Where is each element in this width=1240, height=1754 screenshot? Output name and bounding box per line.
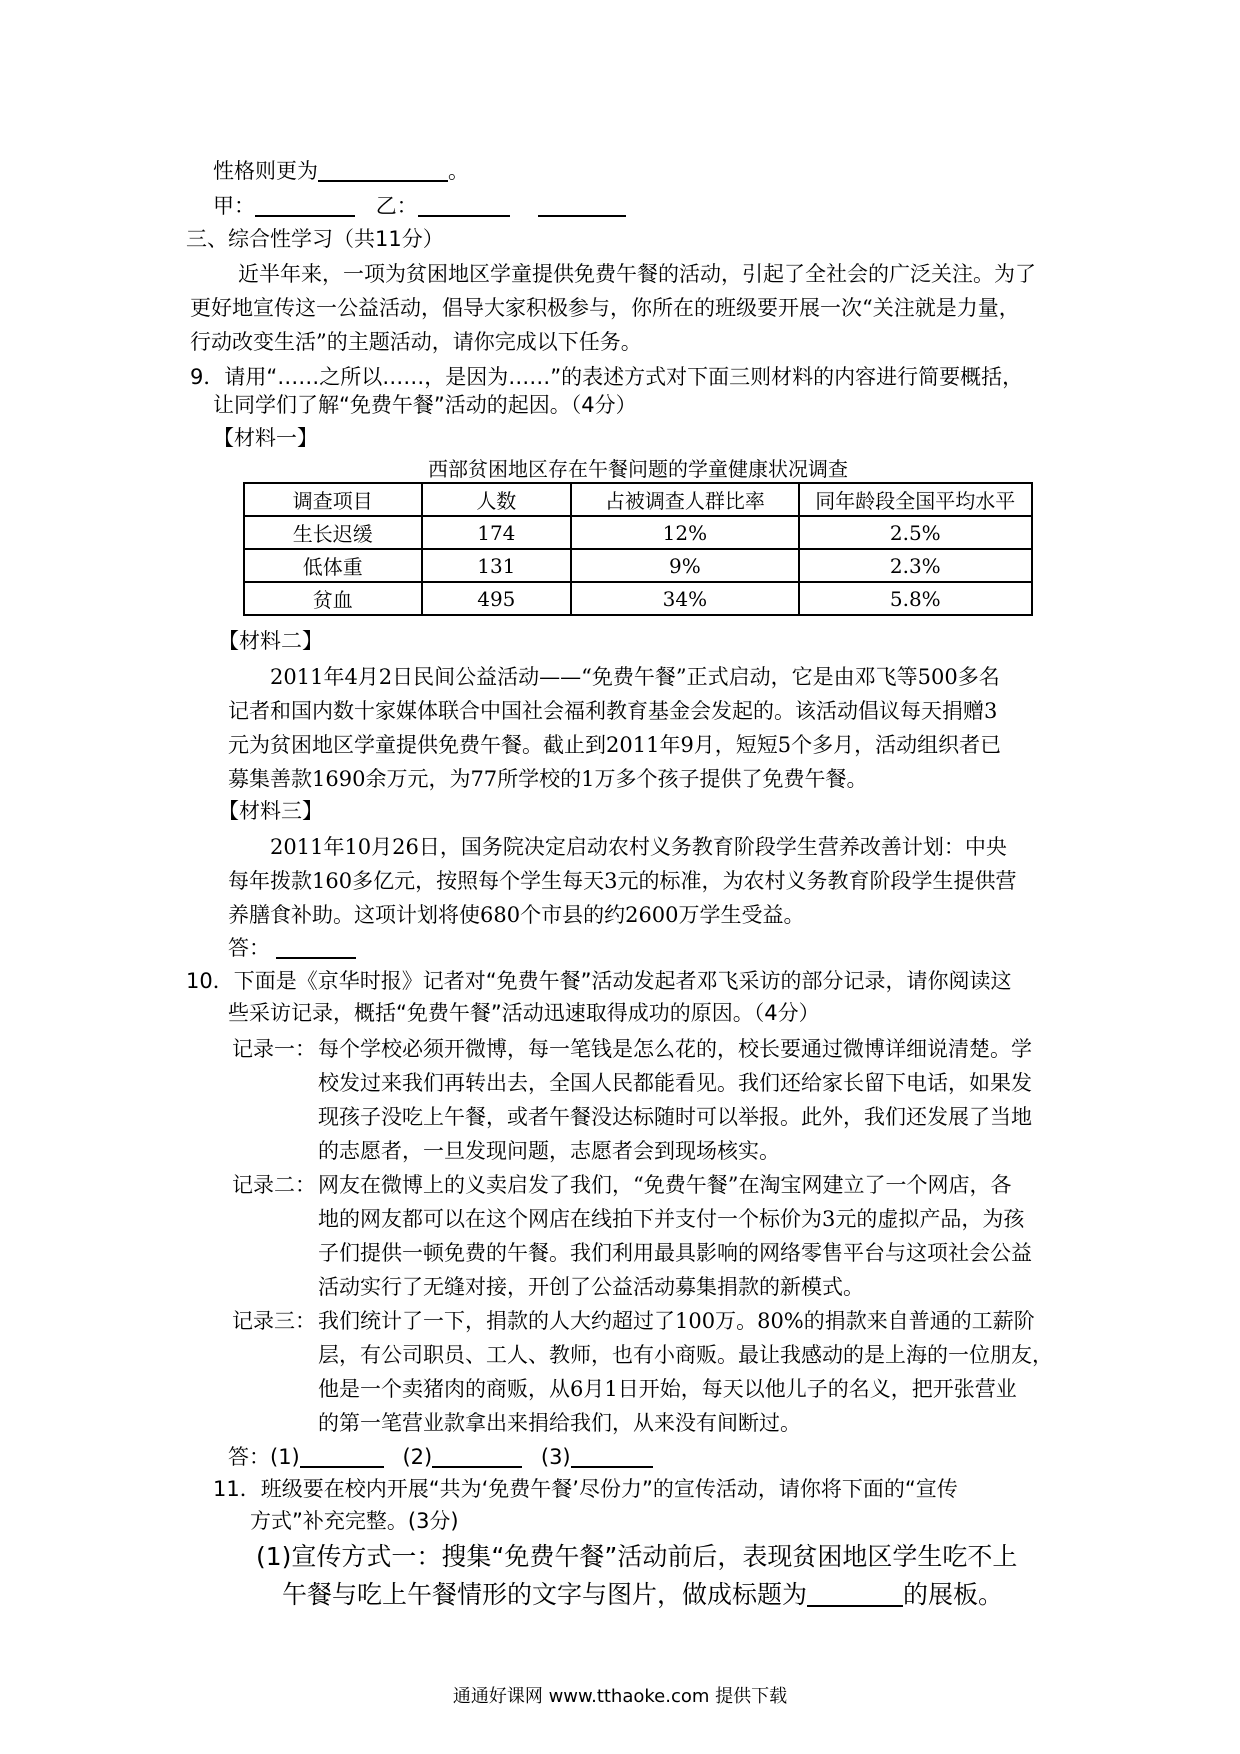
table-cell: 贫血 bbox=[244, 582, 422, 615]
answer-number-3: (3) bbox=[540, 1445, 571, 1469]
q10-line-2: 些采访记录，概括“免费午餐”活动迅速取得成功的原因。（4分） bbox=[228, 1001, 820, 1025]
record-1-label: 记录一： bbox=[232, 1037, 316, 1061]
record-1-line-1: 每个学校必须开微博，每一笔钱是怎么花的，校长要通过微博详细说清楚。学 bbox=[318, 1037, 1032, 1061]
answer-blank[interactable] bbox=[418, 195, 510, 217]
q10-answer-line bbox=[228, 1444, 653, 1470]
footer-text: 通通好课网 www.tthaoke.com 提供下载 bbox=[452, 1686, 788, 1707]
table-row bbox=[244, 516, 1032, 549]
top-line-1 bbox=[213, 158, 469, 184]
intro-line-2: 更好地宣传这一公益活动，倡导大家积极参与，你所在的班级要开展一次“关注就是力量， bbox=[190, 296, 1020, 320]
top-line-1-text: 性格则更为 bbox=[213, 159, 318, 183]
material2-line-3: 元为贫困地区学童提供免费午餐。截止到2011年9月，短短5个多月，活动组织者已 bbox=[228, 733, 1002, 757]
answer-blank[interactable] bbox=[318, 160, 448, 182]
table-header: 同年龄段全国平均水平 bbox=[799, 483, 1032, 516]
record-1-line-3: 现孩子没吃上午餐，或者午餐没达标随时可以举报。此外，我们还发展了当地 bbox=[318, 1105, 1032, 1129]
q11-sub1-line-1: (1)宣传方式一：搜集“免费午餐”活动前后，表现贫困地区学生吃不上 bbox=[256, 1542, 1018, 1571]
q9-line-1: 9．请用“……之所以……，是因为……”的表述方式对下面三则材料的内容进行简要概括， bbox=[190, 365, 1024, 389]
record-1-line-4: 的志愿者，一旦发现问题，志愿者会到现场核实。 bbox=[318, 1139, 780, 1163]
survey-table bbox=[243, 482, 1033, 616]
table-cell: 生长迟缓 bbox=[244, 516, 422, 549]
answer-blank[interactable] bbox=[807, 1581, 903, 1607]
q11-line-1: 11．班级要在校内开展“共为‘免费午餐’尽份力”的宣传活动，请你将下面的“宣传 bbox=[213, 1477, 958, 1501]
record-1-line-2: 校发过来我们再转出去，全国人民都能看见。我们还给家长留下电话，如果发 bbox=[318, 1071, 1032, 1095]
material3-line-2: 每年拨款160多亿元，按照每个学生每天3元的标准，为农村义务教育阶段学生提供营 bbox=[228, 869, 1017, 893]
answer-blank[interactable] bbox=[276, 937, 356, 959]
answer-blank[interactable] bbox=[432, 1446, 522, 1468]
material3-line-3: 养膳食补助。这项计划将使680个市县的约2600万学生受益。 bbox=[228, 903, 805, 927]
table-caption: 西部贫困地区存在午餐问题的学童健康状况调查 bbox=[428, 457, 848, 481]
answer-blank[interactable] bbox=[300, 1446, 384, 1468]
table-cell: 5.8% bbox=[799, 582, 1032, 615]
q11-line-2: 方式”补充完整。(3分) bbox=[250, 1509, 459, 1533]
record-3-line-1: 我们统计了一下，捐款的人大约超过了100万。80%的捐款来自普通的工薪阶 bbox=[318, 1309, 1035, 1333]
record-3-line-3: 他是一个卖猪肉的商贩，从6月1日开始，每天以他儿子的名义，把开张营业 bbox=[318, 1377, 1017, 1401]
table-cell: 2.5% bbox=[799, 516, 1032, 549]
record-2-line-2: 地的网友都可以在这个网店在线拍下并支付一个标价为3元的虚拟产品，为孩 bbox=[318, 1207, 1025, 1231]
answer-blank[interactable] bbox=[255, 195, 355, 217]
table-cell: 低体重 bbox=[244, 549, 422, 582]
material1-label: 【材料一】 bbox=[213, 426, 318, 450]
material2-label: 【材料二】 bbox=[218, 629, 323, 653]
top-line-2 bbox=[213, 193, 626, 219]
record-2-line-1: 网友在微博上的义卖启发了我们，“免费午餐”在淘宝网建立了一个网店，各 bbox=[318, 1173, 1012, 1197]
record-3-label: 记录三： bbox=[232, 1309, 316, 1333]
material2-line-2: 记者和国内数十家媒体联合中国社会福利教育基金会发起的。该活动倡议每天捐赠3 bbox=[228, 699, 998, 723]
table-cell: 9% bbox=[571, 549, 798, 582]
table-header: 人数 bbox=[422, 483, 572, 516]
record-2-line-3: 子们提供一顿免费的午餐。我们利用最具影响的网络零售平台与这项社会公益 bbox=[318, 1241, 1032, 1265]
material2-line-4: 募集善款1690余万元，为77所学校的1万多个孩子提供了免费午餐。 bbox=[228, 767, 868, 791]
record-3-line-2: 层，有公司职员、工人、教师，也有小商贩。最让我感动的是上海的一位朋友， bbox=[318, 1343, 1053, 1367]
answer-blank[interactable] bbox=[538, 195, 626, 217]
q11-sub1-line-2 bbox=[282, 1580, 1003, 1610]
label-jia: 甲： bbox=[213, 194, 255, 218]
material3-line-1: 2011年10月26日，国务院决定启动农村义务教育阶段学生营养改善计划：中央 bbox=[270, 835, 1007, 859]
table-row bbox=[244, 582, 1032, 615]
q10-line-1: 10．下面是《京华时报》记者对“免费午餐”活动发起者邓飞采访的部分记录，请你阅读这 bbox=[186, 969, 1012, 993]
table-cell: 174 bbox=[422, 516, 572, 549]
material2-line-1: 2011年4月2日民间公益活动——“免费午餐”正式启动，它是由邓飞等500多名 bbox=[270, 665, 1000, 689]
table-cell: 12% bbox=[571, 516, 798, 549]
answer-number-2: (2) bbox=[402, 1445, 433, 1469]
q9-answer-line bbox=[228, 935, 356, 961]
answer-blank[interactable] bbox=[571, 1446, 653, 1468]
table-cell: 495 bbox=[422, 582, 572, 615]
material3-label: 【材料三】 bbox=[218, 799, 323, 823]
answer-label: 答：(1) bbox=[228, 1445, 300, 1469]
top-line-1-end: 。 bbox=[448, 159, 469, 183]
table-cell: 2.3% bbox=[799, 549, 1032, 582]
table-cell: 34% bbox=[571, 582, 798, 615]
intro-line-1: 近半年来，一项为贫困地区学童提供免费午餐的活动，引起了全社会的广泛关注。为了 bbox=[238, 262, 1036, 286]
table-header: 调查项目 bbox=[244, 483, 422, 516]
q11-sub1-text: 午餐与吃上午餐情形的文字与图片，做成标题为 bbox=[282, 1580, 808, 1609]
record-3-line-4: 的第一笔营业款拿出来捐给我们，从来没有间断过。 bbox=[318, 1411, 801, 1435]
answer-label: 答： bbox=[228, 936, 270, 960]
table-row bbox=[244, 549, 1032, 582]
record-2-label: 记录二： bbox=[232, 1173, 316, 1197]
intro-line-3: 行动改变生活”的主题活动，请你完成以下任务。 bbox=[190, 330, 642, 354]
table-header: 占被调查人群比率 bbox=[571, 483, 798, 516]
q11-sub1-end: 的展板。 bbox=[903, 1580, 1004, 1609]
record-2-line-4: 活动实行了无缝对接，开创了公益活动募集捐款的新模式。 bbox=[318, 1275, 864, 1299]
q9-line-2: 让同学们了解“免费午餐”活动的起因。（4分） bbox=[213, 393, 637, 417]
table-cell: 131 bbox=[422, 549, 572, 582]
table-header-row bbox=[244, 483, 1032, 516]
section-heading: 三、综合性学习（共11分） bbox=[186, 227, 444, 251]
label-yi: 乙： bbox=[375, 194, 418, 218]
